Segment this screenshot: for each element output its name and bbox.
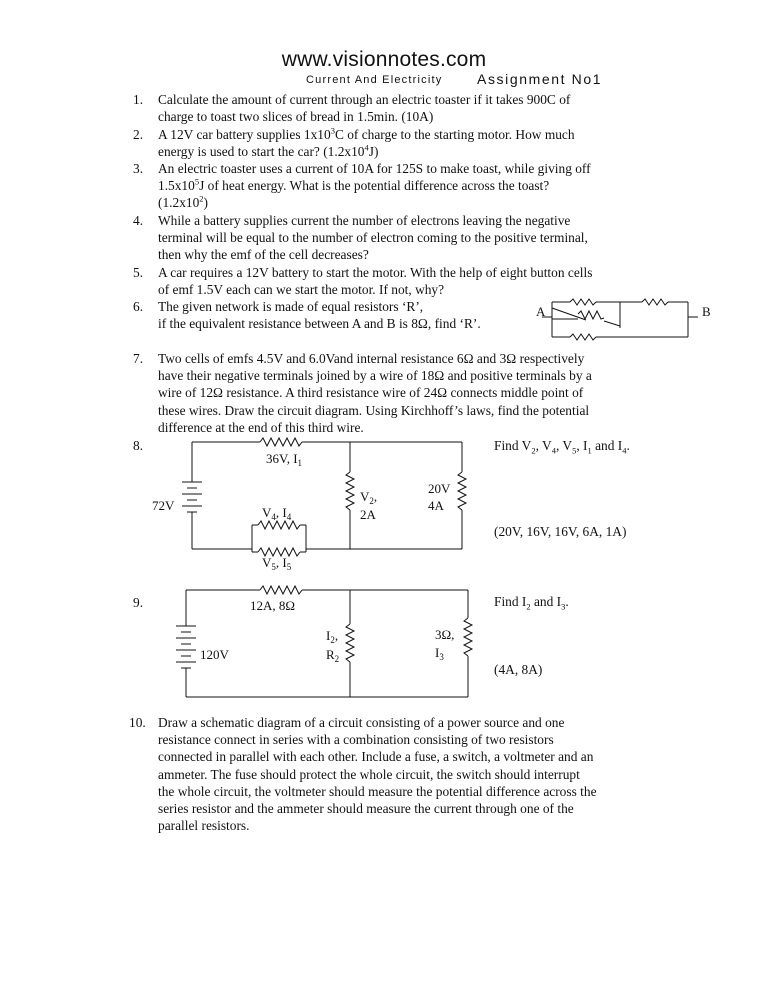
question-number: 2. xyxy=(133,127,144,142)
resistor-8ohm-label: 12A, 8Ω xyxy=(250,598,296,613)
resistor-3ohm-label: 3Ω, xyxy=(435,627,455,642)
site-title: www.visionnotes.com xyxy=(281,48,487,71)
question-text-line: of emf 1.5V each can we start the motor. If not, why? xyxy=(158,282,445,298)
resistor-v5-label: $V_5$, $I_5$ xyxy=(262,555,292,572)
question-1 xyxy=(133,91,653,125)
question-text-line: A car requires a 12V battery to start the motor. With the help of eight button cells xyxy=(158,265,593,280)
battery-120v-label: 120V xyxy=(200,647,229,662)
question-4 xyxy=(133,212,653,264)
resistor-i2-label: $I_2$, xyxy=(326,628,339,645)
q8-find-prompt: Find $V_2$, $V_4$, $V_5$, $I_1$ and $I_4$. xyxy=(494,438,630,456)
question-text-line: then why the emf of the cell decreases? xyxy=(158,247,369,263)
question-text-line: if the equivalent resistance between A and B is 8Ω, find ‘R’. xyxy=(158,316,481,332)
resistor-i3-label: $I_3$ xyxy=(435,645,444,662)
question-text-line: these wires. Draw the circuit diagram. Using Kirchhoff’s laws, find the potential xyxy=(158,402,590,418)
question-number: 6. xyxy=(133,299,144,314)
circuit-diagram-q8 xyxy=(140,430,480,575)
question-text-line: wire of 12Ω resistance. A third resistance wire of 24Ω connects middle point of xyxy=(158,385,584,401)
resistor-4a-label: 4A xyxy=(428,498,444,513)
question-3 xyxy=(133,160,653,212)
resistor-network-diagram xyxy=(530,296,720,346)
question-text-line: Calculate the amount of current through an electric toaster if it takes 900C of xyxy=(158,92,571,107)
terminal-a-label: A xyxy=(536,304,546,319)
question-text-line: An electric toaster uses a current of 10A for 125S to make toast, while giving off xyxy=(158,161,591,176)
question-text-line: parallel resistors. xyxy=(158,818,250,834)
question-text-line: The given network is made of equal resistors ‘R’, xyxy=(158,299,424,314)
question-text-line: series resistor and the ammeter should measure the current through one of the xyxy=(158,801,574,817)
question-text-line: resistance connect in series with a combination consisting of two resistors xyxy=(158,732,554,748)
question-number: 1. xyxy=(133,92,144,107)
resistor-r2-label: $R_2$ xyxy=(326,647,340,664)
question-text-line: the whole circuit, the voltmeter should measure the potential difference across the xyxy=(158,783,597,799)
question-number: 9. xyxy=(133,595,144,610)
question-text-line: have their negative terminals joined by a wire of 18Ω and positive terminals by a xyxy=(158,368,592,384)
q9-answer: (4A, 8A) xyxy=(494,662,543,677)
question-text-line: $1.5x10^5J$ of heat energy. What is the potential difference across the toast? xyxy=(158,176,550,194)
resistor-v2-label: $V_2$, xyxy=(360,489,378,506)
question-7 xyxy=(133,350,653,436)
q8-answer: (20V, 16V, 16V, 6A, 1A) xyxy=(494,524,627,539)
battery-72v-label: 72V xyxy=(152,498,175,513)
q9-find-prompt: Find $I_2$ and $I_3$. xyxy=(494,594,569,612)
question-number: 7. xyxy=(133,351,144,366)
assignment-title: Assignment No1 xyxy=(477,71,603,87)
resistor-2a-label: 2A xyxy=(360,507,376,522)
question-text-line: charge to toast two slices of bread in 1.5min. (10A) xyxy=(158,109,434,125)
question-number: 4. xyxy=(133,213,144,228)
resistor-20v-label: 20V xyxy=(428,481,451,496)
question-text-line: terminal will be equal to the number of electron coming to the positive terminal, xyxy=(158,230,588,246)
question-number: 5. xyxy=(133,265,144,280)
resistor-36v-label: 36V, $I_1$ xyxy=(266,451,303,468)
question-number: 3. xyxy=(133,161,144,176)
question-text-line: A 12V car battery supplies $1x10^3C$ of charge to the starting motor. How much xyxy=(158,125,575,142)
question-text-line: While a battery supplies current the number of electrons leaving the negative xyxy=(158,213,571,228)
question-text-line: Two cells of emfs 4.5V and 6.0Vand internal resistance 6Ω and 3Ω respectively xyxy=(158,351,585,366)
question-text-line: $(1.2x10^2)$ xyxy=(158,193,209,211)
question-text-line: ammeter. The fuse should protect the whole circuit, the switch should interrupt xyxy=(158,766,580,782)
question-5 xyxy=(133,264,653,298)
question-number: 8. xyxy=(133,438,144,453)
question-text-line: Draw a schematic diagram of a circuit consisting of a power source and one xyxy=(158,715,565,730)
question-10 xyxy=(129,714,649,834)
question-text-line: difference at the end of this third wire. xyxy=(158,419,364,435)
question-2 xyxy=(133,126,653,160)
terminal-b-label: B xyxy=(702,304,711,319)
question-text-line: connected in parallel with each other. Include a fuse, a switch, a voltmeter and an xyxy=(158,749,594,765)
resistor-v4-label: $V_4$, $I_4$ xyxy=(262,505,292,522)
question-number: 10. xyxy=(129,715,146,730)
circuit-diagram-q9 xyxy=(150,582,480,702)
question-text-line: energy is used to start the car? $(1.2x10^4J)$ xyxy=(158,142,379,160)
chapter-subtitle: Current And Electricity xyxy=(306,74,443,86)
